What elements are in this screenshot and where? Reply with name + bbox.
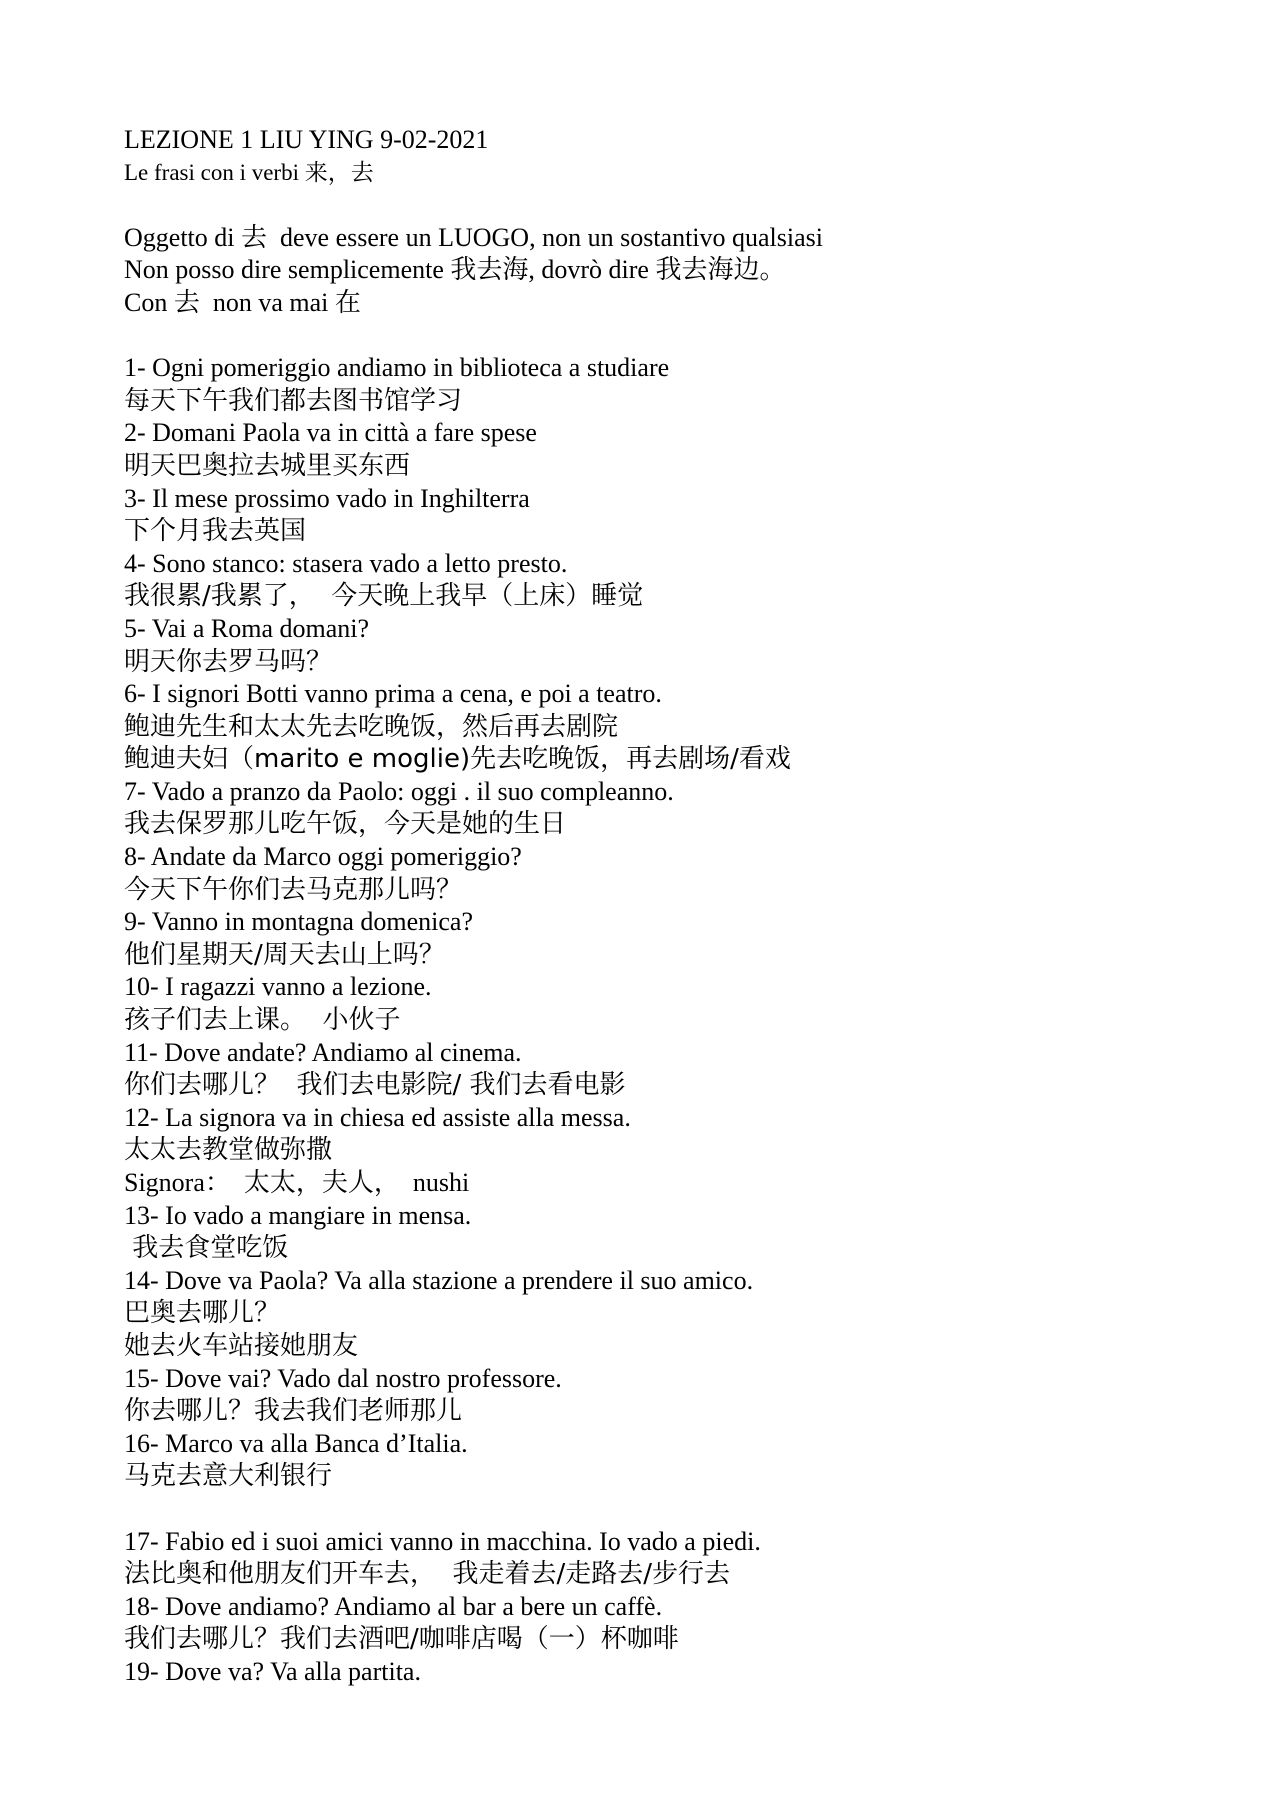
italian-sentence-line: 11- Dove andate? Andiamo al cinema. — [124, 1037, 522, 1067]
chinese-translation-line: 下个月我去英国 — [124, 516, 307, 547]
note-line: Con 去 non va mai 在 — [124, 287, 361, 317]
italian-sentence-line: 3- Il mese prossimo vado in Inghilterra — [124, 483, 530, 513]
chinese-translation-line: 他们星期天/周天去山上吗？ — [124, 939, 445, 970]
chinese-translation-line: 我去食堂吃饭 — [124, 1233, 289, 1264]
spacer — [124, 320, 1204, 353]
chinese-translation-line: 她去火车站接她朋友 — [124, 1330, 359, 1361]
lesson-subtitle: Le frasi con i verbi 来，去 — [124, 159, 374, 185]
italian-sentence-line: 10- I ragazzi vanno a lezione. — [124, 972, 432, 1002]
chinese-translation-line: 我很累/我累了， 今天晚上我早（上床）睡觉 — [124, 581, 644, 612]
italian-sentence-line: 7- Vado a pranzo da Paolo: oggi . il suo compleanno. — [124, 776, 674, 806]
exercise-block-1 — [124, 352, 1204, 1493]
chinese-translation-line: 鲍迪夫妇（marito e moglie)先去吃晚饭，再去剧场/看戏 — [124, 744, 791, 775]
italian-sentence-line: 18- Dove andiamo? Andiamo al bar a bere un caffè. — [124, 1591, 663, 1621]
italian-sentence-line: 5- Vai a Roma domani? — [124, 613, 370, 643]
note-line: Non posso dire semplicemente 我去海, dovrò dire 我去海边。 — [124, 255, 786, 285]
italian-sentence-line: 16- Marco va alla Banca d’Italia. — [124, 1428, 468, 1458]
spacer — [124, 1493, 1204, 1526]
italian-sentence-line: 14- Dove va Paola? Va alla stazione a prendere il suo amico. — [124, 1265, 754, 1295]
chinese-translation-line: 法比奥和他朋友们开车去， 我走着去/走路去/步行去 — [124, 1559, 731, 1590]
italian-sentence-line: 17- Fabio ed i suoi amici vanno in macchina. Io vado a piedi. — [124, 1526, 761, 1556]
italian-sentence-line: 9- Vanno in montagna domenica? — [124, 907, 473, 937]
chinese-translation-line: 孩子们去上课。 小伙子 — [124, 1005, 401, 1036]
exercise-block-2 — [124, 1526, 1204, 1689]
italian-sentence-line: Signora： 太太，夫人， nushi — [124, 1168, 470, 1197]
chinese-translation-line: 马克去意大利银行 — [124, 1461, 333, 1492]
chinese-translation-line: 你们去哪儿？ 我们去电影院/ 我们去看电影 — [124, 1070, 626, 1101]
notes-block — [124, 222, 1204, 320]
italian-sentence-line: 2- Domani Paola va in città a fare spese — [124, 418, 537, 448]
italian-sentence-line: 4- Sono stanco: stasera vado a letto presto. — [124, 548, 568, 578]
italian-sentence-line: 12- La signora va in chiesa ed assiste alla messa. — [124, 1102, 631, 1132]
lesson-title: LEZIONE 1 LIU YING 9-02-2021 — [124, 125, 489, 154]
chinese-translation-line: 鲍迪先生和太太先去吃晚饭，然后再去剧院 — [124, 711, 619, 742]
italian-sentence-line: 8- Andate da Marco oggi pomeriggio? — [124, 842, 522, 872]
italian-sentence-line: 15- Dove vai? Vado dal nostro professore. — [124, 1363, 562, 1393]
chinese-translation-line: 巴奥去哪儿？ — [124, 1298, 281, 1329]
chinese-translation-line: 今天下午你们去马克那儿吗？ — [124, 874, 463, 905]
chinese-translation-line: 太太去教堂做弥撒 — [124, 1135, 333, 1166]
spacer — [124, 189, 1204, 222]
chinese-translation-line: 你去哪儿？我去我们老师那儿 — [124, 1396, 463, 1427]
italian-sentence-line: 13- Io vado a mangiare in mensa. — [124, 1200, 472, 1230]
chinese-translation-line: 我们去哪儿？我们去酒吧/咖啡店喝（一）杯咖啡 — [124, 1624, 679, 1655]
chinese-translation-line: 明天你去罗马吗？ — [124, 646, 333, 677]
italian-sentence-line: 19- Dove va? Va alla partita. — [124, 1656, 421, 1686]
chinese-translation-line: 我去保罗那儿吃午饭，今天是她的生日 — [124, 809, 567, 840]
note-line: Oggetto di 去 deve essere un LUOGO, non un sostantivo qualsiasi — [124, 222, 824, 252]
chinese-translation-line: 每天下午我们都去图书馆学习 — [124, 385, 463, 416]
document-page — [124, 124, 1204, 1689]
italian-sentence-line: 1- Ogni pomeriggio andiamo in biblioteca a studiare — [124, 353, 670, 383]
chinese-translation-line: 明天巴奥拉去城里买东西 — [124, 450, 411, 481]
italian-sentence-line: 6- I signori Botti vanno prima a cena, e poi a teatro. — [124, 679, 662, 709]
